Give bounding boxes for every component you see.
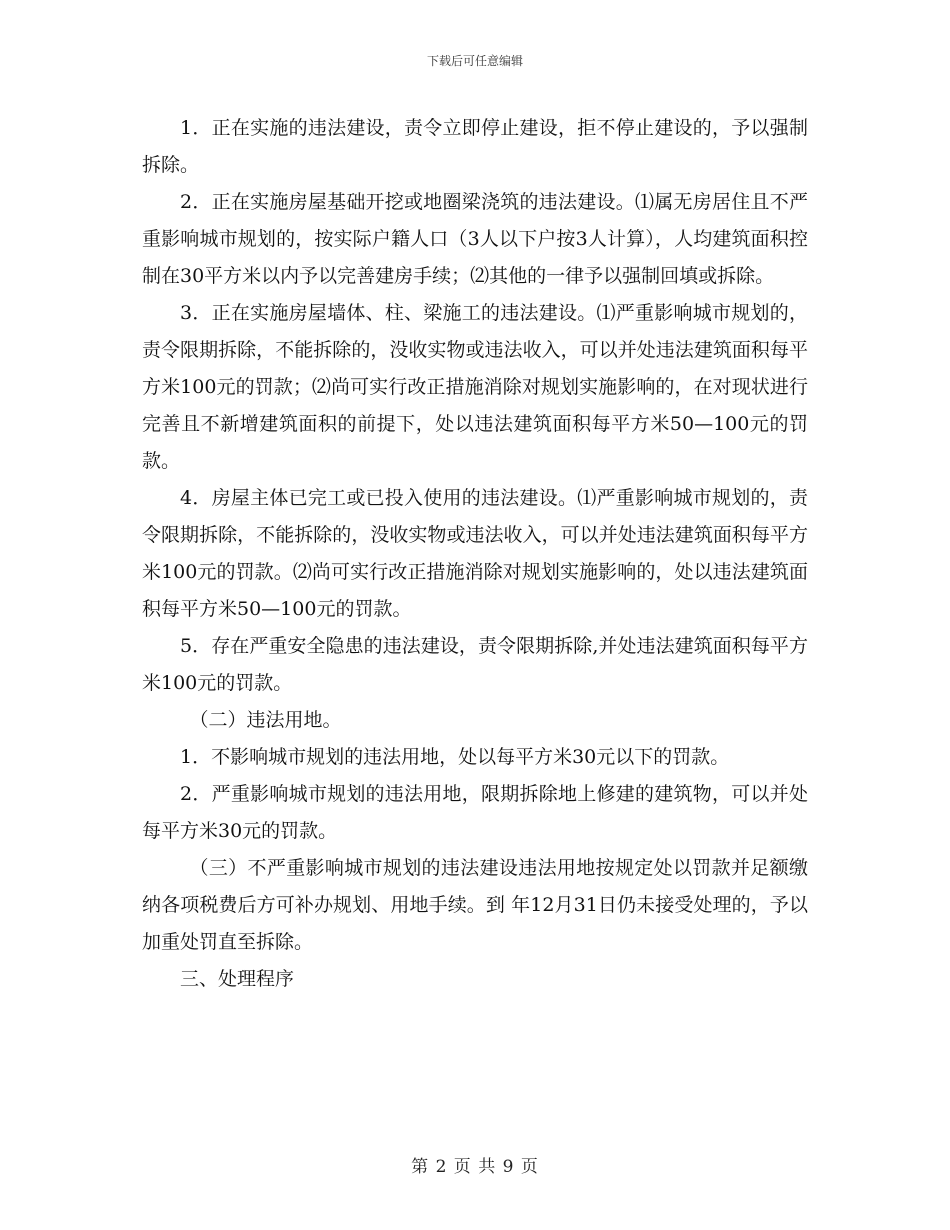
page-header: 下载后可任意编辑 <box>426 54 523 68</box>
document-body <box>142 110 808 998</box>
section-heading-procedure: 三、处理程序 <box>180 968 295 990</box>
section-heading-illegal-land-use: （二）违法用地。 <box>189 709 342 731</box>
paragraph-item-5: 5．存在严重安全隐患的违法建设，责令限期拆除,并处违法建筑面积每平方米100元的罚款。 <box>142 635 808 694</box>
paragraph-item-4: 4．房屋主体已完工或已投入使用的违法建设。⑴严重影响城市规划的，责令限期拆除，不能拆除的，没收实物或违法收入，可以并处违法建筑面积每平方米100元的罚款。⑵尚可实行改正措施消除对规划实施影响的，处以违法建筑面积每平方米50—100元的罚款。 <box>142 487 808 620</box>
page-number: 第 2 页 共 9 页 <box>411 1157 539 1177</box>
paragraph-section-three: （三）不严重影响城市规划的违法建设违法用地按规定处以罚款并足额缴纳各项税费后方可补办规划、用地手续。到 年12月31日仍未接受处理的，予以加重处罚直至拆除。 <box>142 857 808 953</box>
paragraph-item-3: 3．正在实施房屋墙体、柱、梁施工的违法建设。⑴严重影响城市规划的，责令限期拆除，不能拆除的，没收实物或违法收入，可以并处违法建筑面积每平方米100元的罚款；⑵尚可实行改正措施消除对规划实施影响的，在对现状进行完善且不新增建筑面积的前提下，处以违法建筑面积每平方米50—100元的罚款。 <box>142 302 808 472</box>
paragraph-item-1: 1．正在实施的违法建设，责令立即停止建设，拒不停止建设的，予以强制拆除。 <box>142 117 808 176</box>
paragraph-land-2: 2．严重影响城市规划的违法用地，限期拆除地上修建的建筑物，可以并处每平方米30元的罚款。 <box>142 783 808 842</box>
paragraph-land-1: 1．不影响城市规划的违法用地，处以每平方米30元以下的罚款。 <box>180 746 730 768</box>
paragraph-item-2: 2．正在实施房屋基础开挖或地圈梁浇筑的违法建设。⑴属无房居住且不严重影响城市规划的，按实际户籍人口（3人以下户按3人计算），人均建筑面积控制在30平方米以内予以完善建房手续；⑵其他的一律予以强制回填或拆除。 <box>142 191 808 287</box>
